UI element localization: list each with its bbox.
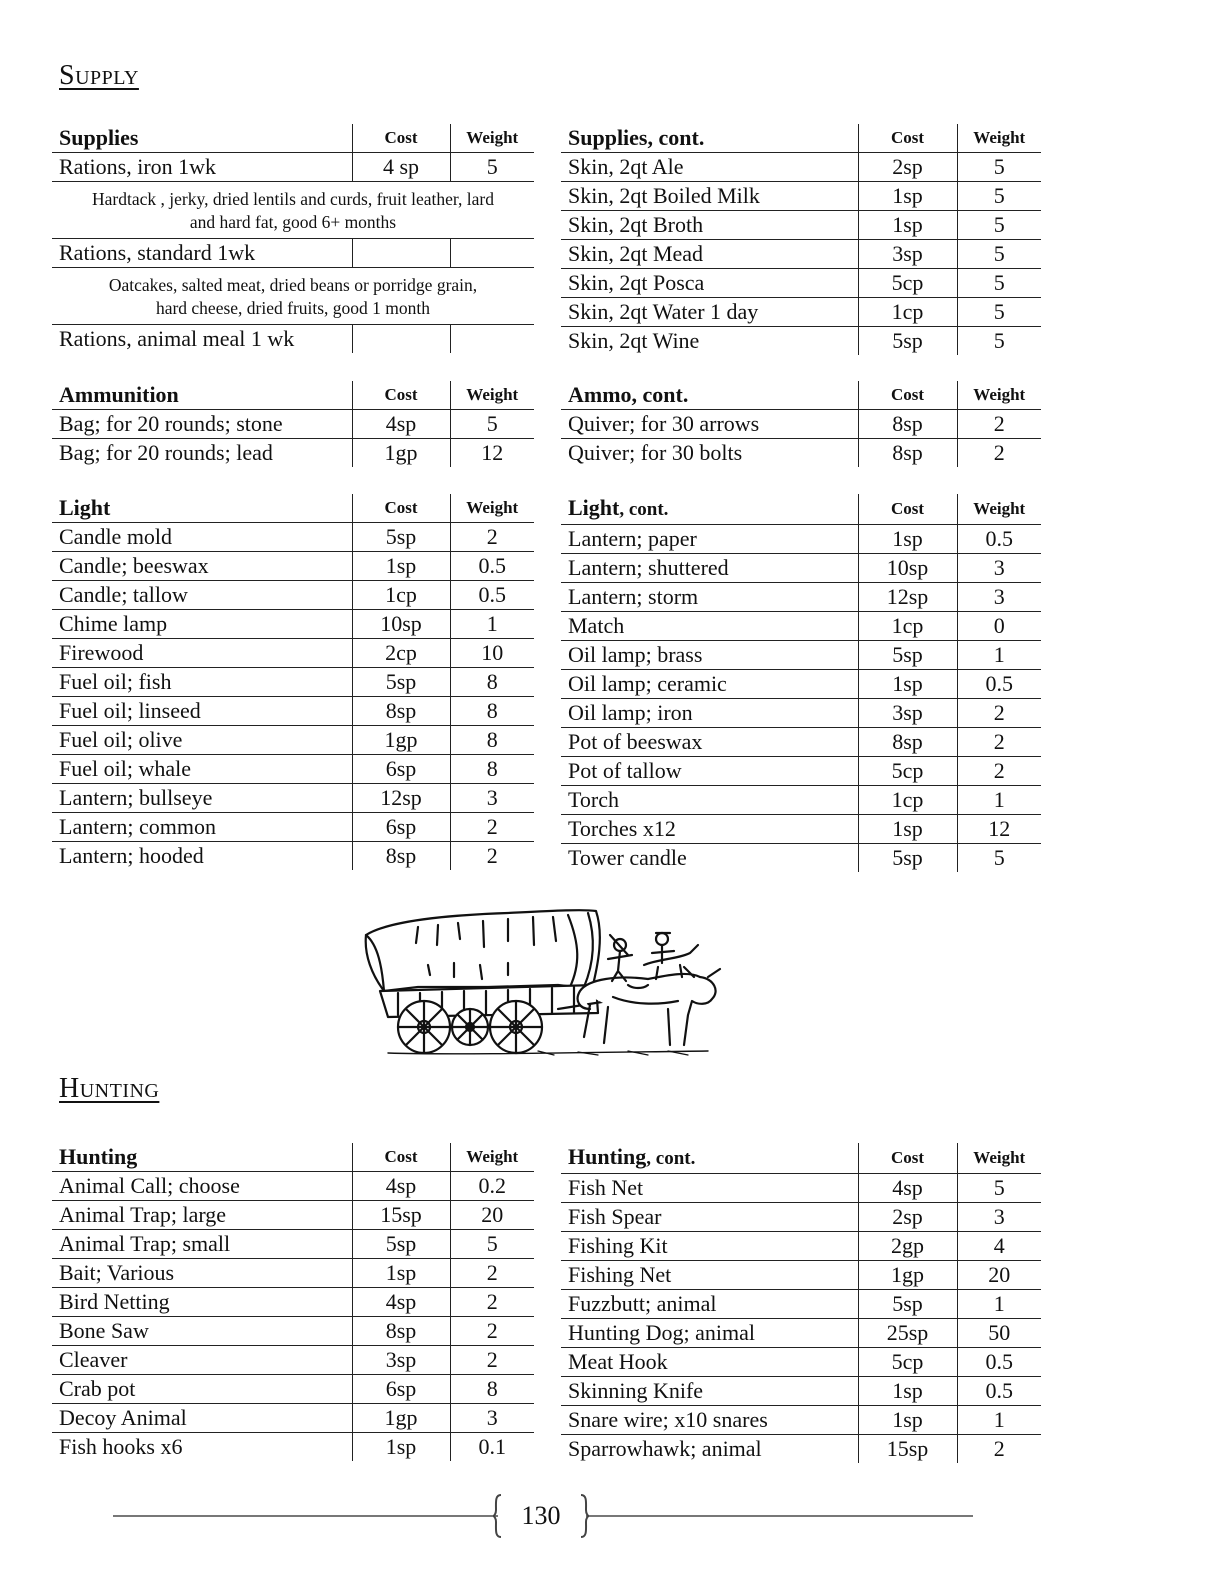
item-name: Decoy Animal — [52, 1404, 352, 1433]
item-cost: 4sp — [352, 1288, 450, 1317]
weight-header: Weight — [450, 1143, 534, 1172]
item-name: Torch — [561, 786, 858, 815]
item-name: Lantern; common — [52, 813, 352, 842]
item-cost: 5sp — [352, 1230, 450, 1259]
table-row — [52, 439, 534, 468]
item-name: Fuzzbutt; animal — [561, 1290, 858, 1319]
table-note-row — [52, 182, 534, 239]
item-weight: 2 — [957, 410, 1041, 439]
item-cost: 1cp — [858, 612, 957, 641]
table-row — [52, 610, 534, 639]
item-cost — [352, 239, 450, 268]
item-name: Skin, 2qt Ale — [561, 153, 858, 182]
item-name: Oil lamp; brass — [561, 641, 858, 670]
table-row — [52, 1375, 534, 1404]
cost-header: Cost — [352, 494, 450, 523]
item-weight: 12 — [450, 439, 534, 468]
item-weight: 5 — [450, 1230, 534, 1259]
table-row — [561, 1406, 1041, 1435]
item-note: Hardtack , jerky, dried lentils and curds, fruit leather, lard and hard fat, good 6+ months — [52, 182, 534, 239]
item-weight: 1 — [957, 641, 1041, 670]
item-name: Skin, 2qt Water 1 day — [561, 298, 858, 327]
table-title — [561, 494, 858, 525]
table-row — [52, 755, 534, 784]
table-row — [52, 552, 534, 581]
table-row — [52, 813, 534, 842]
item-cost: 8sp — [352, 842, 450, 871]
item-weight: 10 — [450, 639, 534, 668]
item-weight: 0.5 — [450, 581, 534, 610]
item-name: Bone Saw — [52, 1317, 352, 1346]
item-name: Fuel oil; whale — [52, 755, 352, 784]
item-cost: 5sp — [352, 668, 450, 697]
item-weight: 8 — [450, 755, 534, 784]
table-title: Hunting — [52, 1143, 352, 1172]
item-weight: 3 — [957, 583, 1041, 612]
table-row — [52, 1201, 534, 1230]
table-row — [561, 786, 1041, 815]
item-name: Fish Spear — [561, 1203, 858, 1232]
item-cost: 1cp — [352, 581, 450, 610]
item-name: Fish hooks x6 — [59, 1434, 183, 1459]
table-row — [561, 269, 1041, 298]
table-row — [52, 325, 534, 354]
table-title: Ammunition — [52, 381, 352, 410]
item-weight: 50 — [957, 1319, 1041, 1348]
item-weight: 5 — [957, 269, 1041, 298]
item-weight: 5 — [957, 298, 1041, 327]
item-weight: 1 — [957, 786, 1041, 815]
item-weight: 2 — [957, 757, 1041, 786]
item-note: Oatcakes, salted meat, dried beans or porridge grain, hard cheese, dried fruits, good 1 month — [52, 268, 534, 325]
table-row — [561, 1290, 1041, 1319]
cost-header: Cost — [352, 1143, 450, 1172]
item-cost: 6sp — [352, 1375, 450, 1404]
footer-rule-right — [586, 1515, 973, 1517]
item-name: Candle; beeswax — [52, 552, 352, 581]
item-cost: 1sp — [352, 1259, 450, 1288]
item-cost: 10sp — [858, 554, 957, 583]
item-weight: 2 — [957, 728, 1041, 757]
item-name: Rations, iron 1wk — [52, 153, 352, 182]
item-weight: 2 — [957, 1435, 1041, 1464]
table-row — [561, 182, 1041, 211]
item-cost: 6sp — [352, 813, 450, 842]
item-weight: 20 — [957, 1261, 1041, 1290]
item-weight: 0.5 — [957, 525, 1041, 554]
table-row — [52, 726, 534, 755]
table-row — [561, 153, 1041, 182]
table-row — [561, 327, 1041, 356]
item-name: Animal Trap; small — [52, 1230, 352, 1259]
item-cost: 2sp — [858, 153, 957, 182]
weight-header: Weight — [957, 1143, 1041, 1174]
item-cost: 12sp — [858, 583, 957, 612]
item-name: Lantern; bullseye — [52, 784, 352, 813]
item-weight: 0.1 — [450, 1433, 534, 1462]
item-cost: 1cp — [858, 786, 957, 815]
table-row — [561, 641, 1041, 670]
table-row — [52, 1317, 534, 1346]
table-title: Supplies, cont. — [561, 124, 858, 153]
item-cost: 8sp — [858, 439, 957, 468]
table-row — [52, 842, 534, 871]
table-row — [561, 211, 1041, 240]
item-weight: 1 — [957, 1406, 1041, 1435]
table-row — [561, 1435, 1041, 1464]
table-row — [561, 699, 1041, 728]
item-name: Hunting Dog; animal — [561, 1319, 858, 1348]
item-name: Quiver; for 30 arrows — [561, 410, 858, 439]
item-weight: 0.5 — [450, 552, 534, 581]
table-row — [561, 757, 1041, 786]
item-weight: 2 — [957, 699, 1041, 728]
item-name: Lantern; storm — [561, 583, 858, 612]
item-weight: 5 — [957, 327, 1041, 356]
item-cost: 8sp — [858, 728, 957, 757]
item-name: Fuel oil; fish — [52, 668, 352, 697]
item-cost: 1gp — [352, 726, 450, 755]
item-name: Skin, 2qt Broth — [561, 211, 858, 240]
item-cost: 5cp — [858, 269, 957, 298]
table-title-text: Hunting — [568, 1144, 647, 1169]
item-cost: 1sp — [858, 1377, 957, 1406]
weight-header: Weight — [450, 124, 534, 153]
item-weight: 5 — [957, 211, 1041, 240]
item-weight: 8 — [450, 1375, 534, 1404]
weight-header: Weight — [957, 124, 1041, 153]
item-cost: 4sp — [352, 1172, 450, 1201]
item-name: Lantern; shuttered — [561, 554, 858, 583]
item-cost: 10sp — [352, 610, 450, 639]
item-cost: 8sp — [352, 1317, 450, 1346]
table-note-row — [52, 268, 534, 325]
item-weight — [450, 325, 534, 354]
hunting-table — [52, 1143, 534, 1461]
table-row — [561, 298, 1041, 327]
item-cost: 1sp — [352, 1433, 450, 1462]
table-row — [561, 1348, 1041, 1377]
item-weight: 2 — [450, 813, 534, 842]
item-name: Skin, 2qt Mead — [561, 240, 858, 269]
section-title-hunting: Hunting — [59, 1073, 160, 1104]
item-weight — [450, 239, 534, 268]
table-row — [561, 439, 1041, 468]
item-name: Pot of beeswax — [561, 728, 858, 757]
item-weight: 2 — [450, 523, 534, 552]
item-name: Bag; for 20 rounds; stone — [52, 410, 352, 439]
table-title: Light — [52, 494, 352, 523]
item-cost — [352, 325, 450, 354]
item-name: Rations, standard 1wk — [52, 239, 352, 268]
item-cost: 1sp — [858, 182, 957, 211]
table-row — [52, 1259, 534, 1288]
item-cost: 5cp — [858, 757, 957, 786]
item-weight: 8 — [450, 668, 534, 697]
item-name: Candle mold — [52, 523, 352, 552]
item-cost: 1cp — [858, 298, 957, 327]
supplies-table — [52, 124, 534, 353]
item-cost: 5sp — [858, 641, 957, 670]
table-row — [561, 815, 1041, 844]
item-cost: 15sp — [352, 1201, 450, 1230]
cost-header: Cost — [352, 124, 450, 153]
item-name: Oil lamp; iron — [561, 699, 858, 728]
item-name: Sparrowhawk; animal — [568, 1436, 762, 1461]
item-cost: 1sp — [858, 525, 957, 554]
light-table — [52, 494, 534, 870]
item-cost: 3sp — [352, 1346, 450, 1375]
item-cost: 1gp — [858, 1261, 957, 1290]
item-weight: 2 — [450, 842, 534, 871]
item-weight: 2 — [957, 439, 1041, 468]
page-number: 130 — [521, 1501, 561, 1530]
item-weight: 0.5 — [957, 670, 1041, 699]
item-weight: 3 — [450, 1404, 534, 1433]
item-weight: 8 — [450, 697, 534, 726]
item-name: Lantern; paper — [561, 525, 858, 554]
item-weight: 2 — [450, 1317, 534, 1346]
item-cost: 2cp — [352, 639, 450, 668]
item-cost: 1sp — [858, 670, 957, 699]
item-name: Pot of tallow — [561, 757, 858, 786]
item-cost: 5cp — [858, 1348, 957, 1377]
item-cost: 2gp — [858, 1232, 957, 1261]
table-row — [561, 1232, 1041, 1261]
item-name: Crab pot — [52, 1375, 352, 1404]
table-row — [52, 668, 534, 697]
item-weight: 4 — [957, 1232, 1041, 1261]
item-weight: 5 — [957, 153, 1041, 182]
item-weight: 0.5 — [957, 1348, 1041, 1377]
item-name: Chime lamp — [52, 610, 352, 639]
table-row — [561, 728, 1041, 757]
table-row — [52, 410, 534, 439]
item-cost: 8sp — [858, 410, 957, 439]
cost-header: Cost — [858, 494, 957, 525]
table-row — [561, 670, 1041, 699]
item-name: Cleaver — [52, 1346, 352, 1375]
item-name: Fishing Net — [561, 1261, 858, 1290]
weight-header: Weight — [450, 381, 534, 410]
table-title-text: Light — [568, 495, 620, 520]
cost-header: Cost — [858, 124, 957, 153]
item-weight: 5 — [957, 182, 1041, 211]
item-cost: 4sp — [352, 410, 450, 439]
table-row — [561, 1203, 1041, 1232]
table-row — [52, 1433, 534, 1462]
item-weight: 5 — [957, 844, 1041, 873]
item-name: Animal Call; choose — [52, 1172, 352, 1201]
item-weight: 0.5 — [957, 1377, 1041, 1406]
item-weight: 3 — [450, 784, 534, 813]
item-cost: 1sp — [858, 815, 957, 844]
item-name: Fuel oil; linseed — [52, 697, 352, 726]
table-row — [52, 1230, 534, 1259]
item-weight: 5 — [957, 240, 1041, 269]
table-title-suffix: , cont. — [646, 1148, 696, 1169]
table-row — [561, 410, 1041, 439]
item-weight: 5 — [450, 153, 534, 182]
table-row — [52, 1346, 534, 1375]
item-name: Fish Net — [561, 1174, 858, 1203]
table-row — [561, 240, 1041, 269]
item-name: Candle; tallow — [52, 581, 352, 610]
item-name: Fishing Kit — [561, 1232, 858, 1261]
item-cost: 4sp — [858, 1174, 957, 1203]
light-cont-table — [561, 494, 1041, 872]
table-title — [561, 1143, 858, 1174]
item-weight: 5 — [957, 1174, 1041, 1203]
item-name: Rations, animal meal 1 wk — [59, 326, 295, 351]
item-name: Oil lamp; ceramic — [561, 670, 858, 699]
table-row — [561, 1377, 1041, 1406]
item-weight: 8 — [450, 726, 534, 755]
item-cost: 1sp — [352, 552, 450, 581]
table-title: Ammo, cont. — [561, 381, 858, 410]
covered-wagon-illustration — [358, 905, 724, 1057]
table-title-suffix: , cont. — [619, 499, 669, 520]
table-row — [52, 1404, 534, 1433]
item-name: Lantern; hooded — [59, 843, 204, 868]
table-row — [52, 639, 534, 668]
item-name: Match — [561, 612, 858, 641]
item-cost: 1sp — [858, 211, 957, 240]
item-name: Tower candle — [568, 845, 687, 870]
section-title-supply: Supply — [59, 60, 139, 91]
item-weight: 12 — [957, 815, 1041, 844]
table-row — [561, 583, 1041, 612]
item-cost: 2sp — [858, 1203, 957, 1232]
weight-header: Weight — [957, 494, 1041, 525]
item-cost: 8sp — [352, 697, 450, 726]
item-name: Fuel oil; olive — [52, 726, 352, 755]
item-name: Skin, 2qt Wine — [568, 328, 700, 353]
item-name: Snare wire; x10 snares — [561, 1406, 858, 1435]
item-cost: 3sp — [858, 699, 957, 728]
cost-header: Cost — [858, 381, 957, 410]
item-name: Quiver; for 30 bolts — [568, 440, 743, 465]
item-name: Bird Netting — [52, 1288, 352, 1317]
item-cost: 3sp — [858, 240, 957, 269]
cost-header: Cost — [352, 381, 450, 410]
supplies-cont-table — [561, 124, 1041, 355]
weight-header: Weight — [450, 494, 534, 523]
item-weight: 2 — [450, 1259, 534, 1288]
table-title: Supplies — [52, 124, 352, 153]
item-weight: 2 — [450, 1288, 534, 1317]
footer-rule-left — [113, 1515, 498, 1517]
item-cost: 5sp — [858, 844, 957, 873]
item-weight: 3 — [957, 554, 1041, 583]
item-cost: 1sp — [858, 1406, 957, 1435]
table-row — [561, 844, 1041, 873]
table-row — [561, 612, 1041, 641]
item-weight: 1 — [957, 1290, 1041, 1319]
table-row — [561, 525, 1041, 554]
weight-header: Weight — [957, 381, 1041, 410]
table-row — [52, 1288, 534, 1317]
table-row — [52, 697, 534, 726]
item-cost: 1gp — [352, 1404, 450, 1433]
table-row — [561, 1319, 1041, 1348]
table-row — [52, 153, 534, 182]
item-name: Animal Trap; large — [52, 1201, 352, 1230]
item-weight: 3 — [957, 1203, 1041, 1232]
item-cost: 5sp — [858, 1290, 957, 1319]
item-weight: 2 — [450, 1346, 534, 1375]
item-cost: 6sp — [352, 755, 450, 784]
item-cost: 4 sp — [352, 153, 450, 182]
item-name: Torches x12 — [561, 815, 858, 844]
table-row — [52, 581, 534, 610]
item-cost: 12sp — [352, 784, 450, 813]
item-name: Skinning Knife — [561, 1377, 858, 1406]
table-row — [561, 554, 1041, 583]
item-weight: 0 — [957, 612, 1041, 641]
item-cost: 15sp — [858, 1435, 957, 1464]
item-cost: 5sp — [352, 523, 450, 552]
item-name: Skin, 2qt Boiled Milk — [561, 182, 858, 211]
table-row — [561, 1174, 1041, 1203]
item-name: Bait; Various — [52, 1259, 352, 1288]
hunting-cont-table — [561, 1143, 1041, 1463]
ammo-cont-table — [561, 381, 1041, 467]
table-row — [52, 239, 534, 268]
cost-header: Cost — [858, 1143, 957, 1174]
ammunition-table — [52, 381, 534, 467]
table-row — [561, 1261, 1041, 1290]
item-cost: 1gp — [352, 439, 450, 468]
item-weight: 20 — [450, 1201, 534, 1230]
item-name: Bag; for 20 rounds; lead — [59, 440, 273, 465]
item-name: Firewood — [52, 639, 352, 668]
table-row — [52, 1172, 534, 1201]
table-row — [52, 523, 534, 552]
table-row — [52, 784, 534, 813]
item-weight: 5 — [450, 410, 534, 439]
item-weight: 0.2 — [450, 1172, 534, 1201]
item-name: Skin, 2qt Posca — [561, 269, 858, 298]
item-cost: 25sp — [858, 1319, 957, 1348]
item-cost: 5sp — [858, 327, 957, 356]
item-weight: 1 — [450, 610, 534, 639]
item-name: Meat Hook — [561, 1348, 858, 1377]
